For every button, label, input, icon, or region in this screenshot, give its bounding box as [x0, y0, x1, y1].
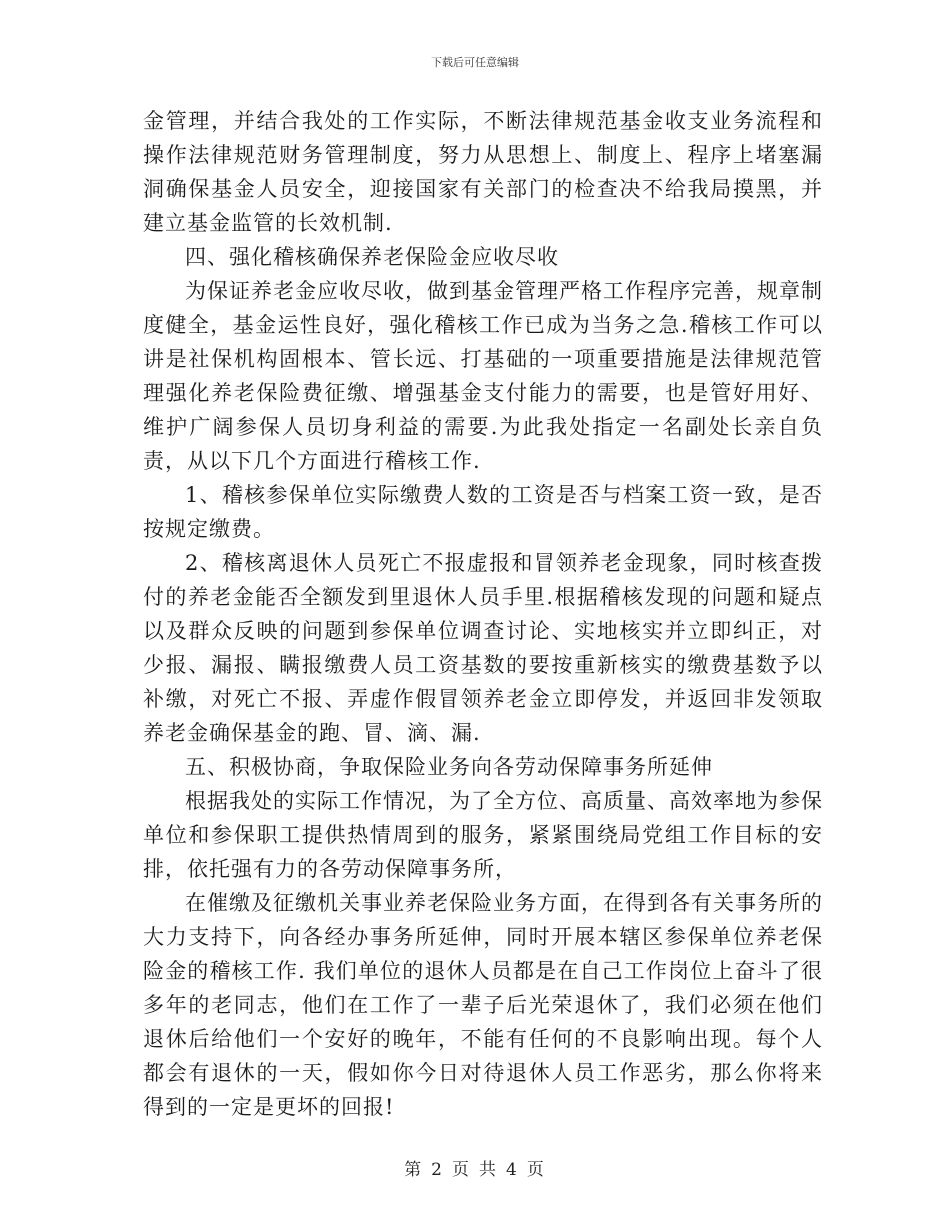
page-number-total: 4 — [506, 1160, 519, 1180]
footer-label-di: 第 — [404, 1160, 424, 1180]
paragraph: 为保证养老金应收尽收，做到基金管理严格工作程序完善，规章制度健全，基金运性良好，强化稽核工作已成为当务之急.稽核工作可以讲是社保机构固根本、管长远、打基础的一项重要措施是法律规范管理强化养老保险费征缴、增强基金支付能力的需要，也是管好用好、维护广阔参保人员切身利益的需要.为此我处指定一名副处长亲自负责，从以下几个方面进行稽核工作. — [143, 279, 823, 473]
footer-label-ye: 页 — [452, 1160, 471, 1180]
section-heading: 五、积极协商，争取保险业务向各劳动保障事务所延伸 — [185, 755, 713, 779]
paragraph: 根据我处的实际工作情况，为了全方位、高质量、高效率地为参保单位和参保职工提供热情周到的服务，紧紧围绕局党组工作目标的安排，依托强有力的各劳动保障事务所， — [143, 789, 823, 881]
section-heading: 四、强化稽核确保养老保险金应收尽收 — [185, 245, 559, 269]
paragraph: 在催缴及征缴机关事业养老保险业务方面，在得到各有关事务所的大力支持下，向各经办事务所延伸，同时开展本辖区参保单位养老保险金的稽核工作. 我们单位的退休人员都是在自己工作岗位上奋斗了很多年的老同志，他们在工作了一辈子后光荣退休了，我们必须在他们退休后给他们一个安好的晚年，不能有任何的不良影响出现。每个人都会有退休的一天，假如你今日对待退休人员工作恶劣，那么你将来得到的一定是更坏的回报! — [143, 891, 823, 1119]
list-item: 1、稽核参保单位实际缴费人数的工资是否与档案工资一致，是否按规定缴费。 — [143, 483, 823, 541]
footer-label-gong: 共 — [479, 1160, 498, 1180]
document-body — [143, 104, 823, 1124]
page-footer — [0, 1155, 950, 1180]
page-header: 下载后可任意编辑 — [431, 56, 519, 69]
paragraph: 金管理，并结合我处的工作实际，不断法律规范基金收支业务流程和操作法律规范财务管理制度，努力从思想上、制度上、程序上堵塞漏洞确保基金人员安全，迎接国家有关部门的检查决不给我局摸黑，并建立基金监管的长效机制. — [143, 109, 823, 235]
list-item: 2、稽核离退休人员死亡不报虚报和冒领养老金现象，同时核查拨付的养老金能否全额发到里退休人员手里.根据稽核发现的问题和疑点以及群众反映的问题到参保单位调查讨论、实地核实并立即纠正，对少报、漏报、瞒报缴费人员工资基数的要按重新核实的缴费基数予以补缴，对死亡不报、弄虚作假冒领养老金立即停发，并返回非发领取养老金确保基金的跑、冒、滴、漏. — [143, 551, 823, 745]
footer-label-ye2: 页 — [526, 1160, 546, 1180]
page-number-current: 2 — [431, 1160, 444, 1180]
